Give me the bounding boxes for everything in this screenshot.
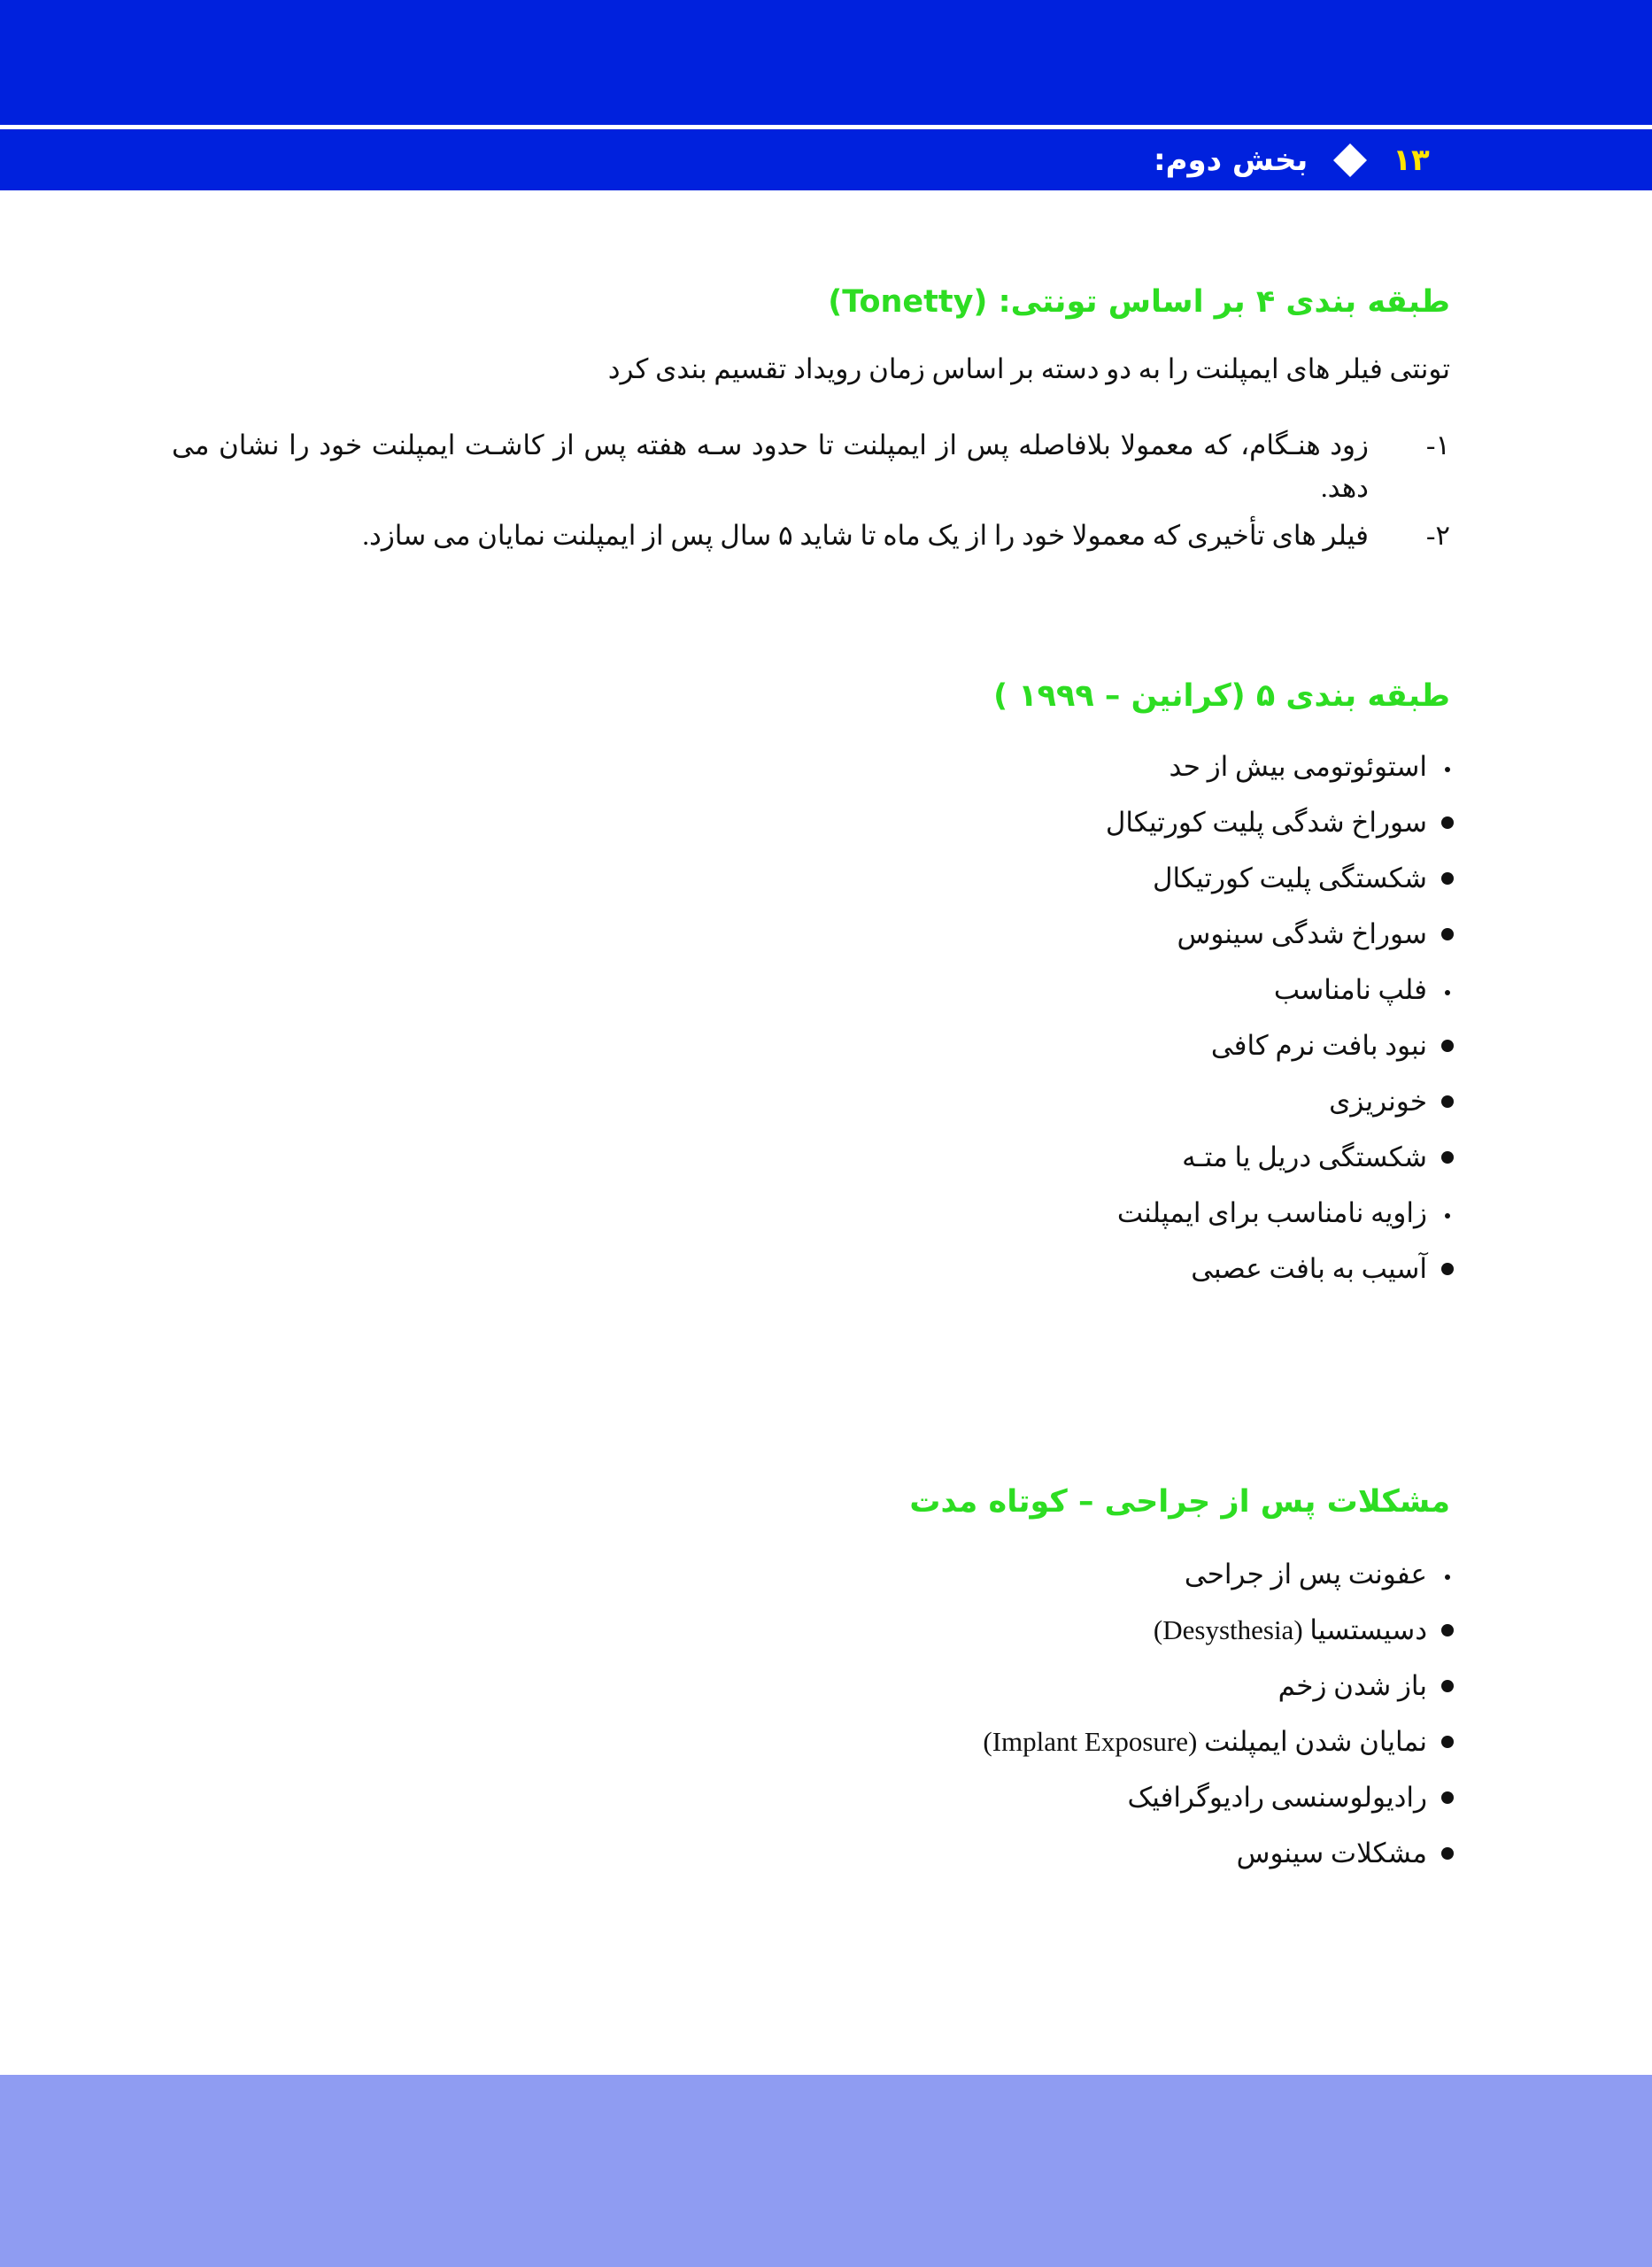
page-footer-band <box>0 2075 1652 2267</box>
list-item <box>189 1610 1468 1651</box>
list-item <box>189 1666 1468 1706</box>
bullet-small-icon <box>1427 747 1468 787</box>
page-content <box>0 190 1652 2023</box>
bullet-large-icon <box>1427 1722 1468 1762</box>
list-item-text: زاویه نامناسب برای ایمپلنت <box>1116 1197 1427 1228</box>
bullet-large-icon <box>1427 1666 1468 1706</box>
bullet-small-icon <box>1427 1193 1468 1234</box>
bullet-list-container-postop <box>189 1554 1468 1889</box>
list-item-text: سوراخ شدگی پلیت کورتیکال <box>1105 807 1427 838</box>
numbered-list <box>172 424 1450 557</box>
list-item <box>189 1193 1468 1234</box>
list-item-text: سوراخ شدگی سینوس <box>1177 918 1427 949</box>
list-item-text: استوئوتومی بیش از حد <box>1169 751 1427 782</box>
page-header-band <box>0 0 1652 190</box>
heading-postop-short-term: مشکلات پس از جراحی – کوتاه مدت <box>909 1484 1450 1520</box>
list-item-number: ۱- <box>1426 429 1450 460</box>
list-item <box>189 858 1468 899</box>
bullet-small-icon <box>1427 970 1468 1010</box>
list-item-text: شکستگی پلیت کورتیکال <box>1152 863 1427 894</box>
bullet-list-container-cranin <box>189 747 1468 1304</box>
list-item-text: فیلر های تأخیری که معمولا خود را از یک ماه تا شاید ۵ سال پس از ایمپلنت نمایان می سازد. <box>362 520 1369 552</box>
bullet-large-icon <box>1427 802 1468 843</box>
list-item <box>189 1833 1468 1874</box>
list-item-number: ۲- <box>1426 520 1450 552</box>
list-item-text: عفونت پس از جراحی <box>1184 1559 1427 1590</box>
list-item-text: شکستگی دریل یا متـه <box>1182 1141 1427 1172</box>
list-item <box>189 1137 1468 1178</box>
bullet-large-icon <box>1427 1777 1468 1818</box>
paragraph-tonetty-intro: تونتی فیلر های ایمپلنت را به دو دسته بر اساس زمان رویداد تقسیم بندی کرد <box>607 353 1450 384</box>
list-item <box>189 802 1468 843</box>
list-item <box>189 1554 1468 1595</box>
list-item <box>189 970 1468 1010</box>
bullet-large-icon <box>1427 858 1468 899</box>
list-item-text: باز شدن زخم <box>1278 1670 1427 1701</box>
list-item-text: نمایان شدن ایمپلنت (Implant Exposure) <box>983 1726 1427 1757</box>
list-item <box>189 747 1468 787</box>
bullet-list <box>189 1554 1468 1874</box>
numbered-list-container <box>172 424 1450 562</box>
bullet-large-icon <box>1427 1137 1468 1178</box>
list-item <box>172 424 1450 509</box>
list-item-text: مشکلات سینوس <box>1236 1838 1427 1869</box>
list-item-text: فلپ نامناسب <box>1273 974 1427 1005</box>
heading-classification-tonetty: طبقه بندی ۴ بر اساس تونتی: (Tonetty) <box>828 284 1450 320</box>
bullet-large-icon <box>1427 1025 1468 1066</box>
bullet-small-icon <box>1427 1554 1468 1595</box>
bullet-large-icon <box>1427 1081 1468 1122</box>
list-item-text: دسیستسیا (Desysthesia) <box>1153 1614 1427 1645</box>
bullet-list <box>189 747 1468 1289</box>
diamond-icon <box>1331 141 1370 180</box>
list-item-text: نبود بافت نرم کافی <box>1210 1030 1427 1061</box>
bullet-large-icon <box>1427 1249 1468 1289</box>
list-item <box>172 515 1450 557</box>
list-item <box>189 914 1468 955</box>
page-number: ۱۳ <box>1393 142 1430 178</box>
header-content <box>0 129 1652 190</box>
list-item-text: آسیب به بافت عصبی <box>1191 1253 1427 1284</box>
list-item <box>189 1081 1468 1122</box>
list-item-text: خونریزی <box>1329 1086 1427 1117</box>
heading-classification-cranin: طبقه بندی ۵ (کرانین – ۱۹۹۹ ) <box>993 678 1450 714</box>
list-item <box>189 1722 1468 1762</box>
list-item-text: رادیولوسنسی رادیوگرافیک <box>1127 1782 1427 1813</box>
list-item <box>189 1249 1468 1289</box>
list-item <box>189 1025 1468 1066</box>
bullet-large-icon <box>1427 914 1468 955</box>
bullet-large-icon <box>1427 1833 1468 1874</box>
list-item <box>189 1777 1468 1818</box>
list-item-text: زود هنـگام، که معمولا بلافاصله پس از ایمپلنت تا حدود سـه هفته پس از کاشـت ایمپلنت خود را نشان می دهد. <box>172 429 1369 504</box>
section-title: بخش دوم: <box>1154 142 1308 178</box>
bullet-large-icon <box>1427 1610 1468 1651</box>
